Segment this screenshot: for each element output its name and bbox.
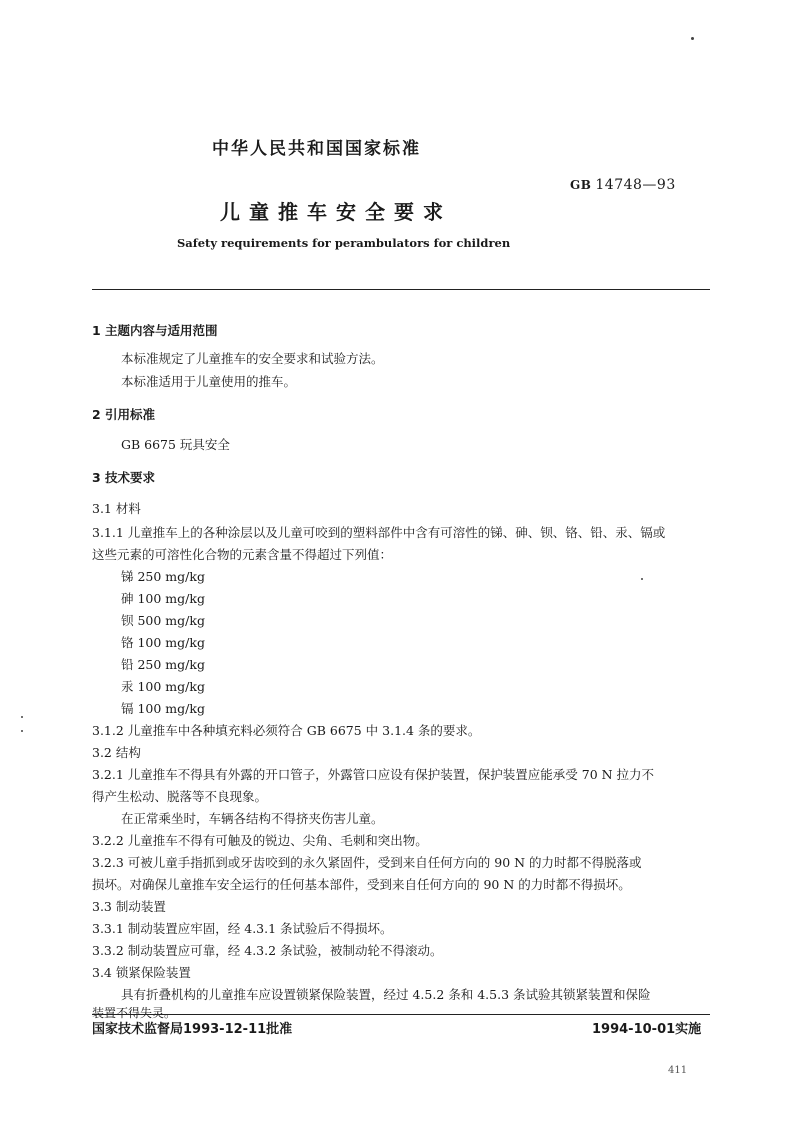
limit-item: 钡 500 mg/kg	[121, 613, 205, 628]
clause-3-2-1-para: 在正常乘坐时，车辆各结构不得挤夹伤害儿童。	[121, 811, 384, 826]
clause-3-1-1-cont: 这些元素的可溶性化合物的元素含量不得超过下列值：	[92, 547, 393, 562]
scan-speck	[691, 37, 694, 40]
header-divider	[92, 289, 710, 290]
section-1-heading: 1 主题内容与适用范围	[92, 323, 218, 338]
clause-3-2-1: 3.2.1 儿童推车不得具有外露的开口管子，外露管口应设有保护装置，保护装置应能承受 70 N 拉力不	[92, 767, 655, 782]
limit-item: 砷 100 mg/kg	[121, 591, 205, 606]
limit-item: 锑 250 mg/kg	[121, 569, 205, 584]
clause-3-3-2: 3.3.2 制动装置应可靠，经 4.3.2 条试验，被制动轮不得滚动。	[92, 943, 443, 958]
section-1-paragraph: 本标准适用于儿童使用的推车。	[121, 374, 297, 389]
clause-3-4-para: 具有折叠机构的儿童推车应设置锁紧保险装置，经过 4.5.2 条和 4.5.3 条试验其锁紧装置和保险	[121, 987, 651, 1002]
clause-3-2-1-cont: 得产生松动、脱落等不良现象。	[92, 789, 268, 804]
clause-3-1-1: 3.1.1 儿童推车上的各种涂层以及儿童可咬到的塑料部件中含有可溶性的锑、砷、钡、铬、铅、汞、镉或	[92, 525, 666, 540]
section-3-heading: 3 技术要求	[92, 470, 156, 485]
page-title: 儿童推车安全要求	[220, 200, 452, 224]
page-subtitle: Safety requirements for perambulators for children	[177, 236, 511, 250]
approval-date: 国家技术监督局1993-12-11批准	[92, 1022, 293, 1037]
clause-3-1: 3.1 材料	[92, 501, 141, 516]
clause-3-2-3: 3.2.3 可被儿童手指抓到或牙齿咬到的永久紧固件，受到来自任何方向的 90 N 的力时都不得脱落或	[92, 855, 642, 870]
clause-3-2-3-cont: 损坏。对确保儿童推车安全运行的任何基本部件，受到来自任何方向的 90 N 的力时都不得损坏。	[92, 877, 631, 892]
clause-3-4-cont: 装置不得失灵。	[92, 1006, 177, 1020]
clause-3-3-1: 3.3.1 制动装置应牢固，经 4.3.1 条试验后不得损坏。	[92, 921, 393, 936]
limit-item: 汞 100 mg/kg	[121, 679, 205, 694]
effective-date: 1994-10-01实施	[592, 1022, 702, 1037]
standard-code-prefix: GB	[570, 178, 592, 192]
clause-3-2-2: 3.2.2 儿童推车不得有可触及的锐边、尖角、毛刺和突出物。	[92, 833, 428, 848]
standard-code	[570, 177, 676, 193]
page-number: 411	[668, 1065, 688, 1076]
clause-3-3: 3.3 制动装置	[92, 899, 166, 914]
standard-code-number: 14748—93	[595, 177, 676, 193]
scan-speck	[641, 578, 643, 580]
reference-item: GB 6675 玩具安全	[121, 437, 230, 452]
clause-3-1-2: 3.1.2 儿童推车中各种填充料必须符合 GB 6675 中 3.1.4 条的要求。	[92, 723, 481, 738]
footer-divider	[92, 1014, 710, 1015]
clause-3-4: 3.4 锁紧保险装置	[92, 965, 191, 980]
standard-org: 中华人民共和国国家标准	[212, 139, 421, 159]
section-1-paragraph: 本标准规定了儿童推车的安全要求和试验方法。	[121, 351, 384, 366]
section-2-heading: 2 引用标准	[92, 407, 156, 422]
limit-item: 镉 100 mg/kg	[121, 701, 205, 716]
limit-item: 铅 250 mg/kg	[121, 657, 205, 672]
limit-item: 铬 100 mg/kg	[121, 635, 205, 650]
clause-3-2: 3.2 结构	[92, 745, 141, 760]
scan-speck	[21, 716, 23, 718]
scan-speck	[21, 730, 23, 732]
